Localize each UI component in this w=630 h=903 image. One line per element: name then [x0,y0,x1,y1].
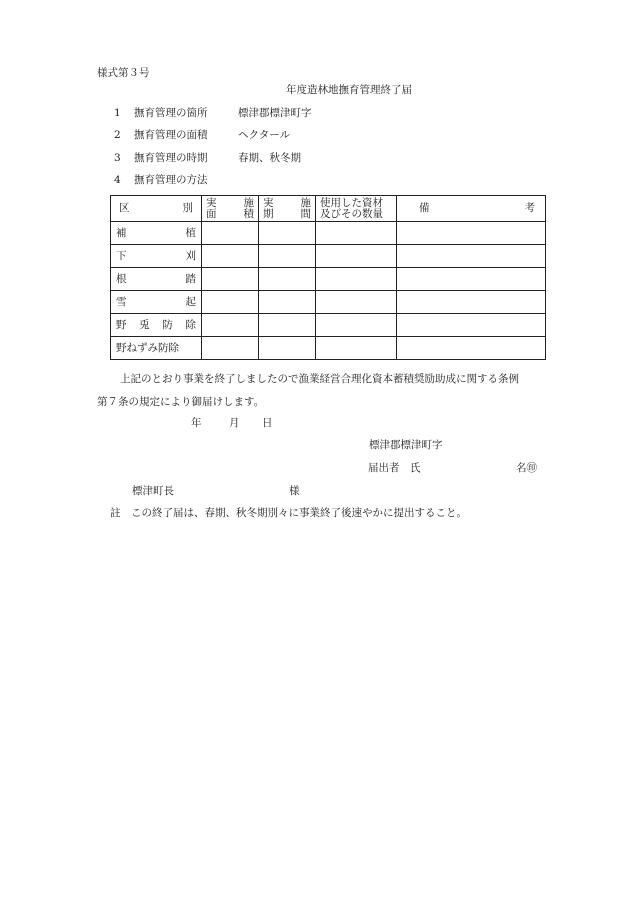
header-category: 区 別 [111,196,202,222]
item-label: 撫育管理の箇所 [134,107,208,119]
date-year[interactable]: 年 [191,417,202,429]
cell-materials[interactable] [316,337,397,360]
cell-period[interactable] [259,291,316,314]
row-category: 補 植 [111,222,202,245]
cell-remarks[interactable] [397,268,546,291]
row-category: 雪 起 [111,291,202,314]
table-header-row [111,196,546,222]
cell-area[interactable] [202,222,259,245]
cell-remarks[interactable] [397,222,546,245]
cell-period[interactable] [259,268,316,291]
header-area: 実 施 面 積 [202,196,259,222]
declaration-line-1: 上記のとおり事業を終了しましたので漁業経営合理化資本蓄積奨励助成に関する条例 [120,373,519,385]
cell-materials[interactable] [316,222,397,245]
item-value: 春期、秋冬期 [238,152,301,164]
applicant-label: 届出者 氏 [368,462,421,474]
document-title: 年度造林地撫育管理終了届 [286,84,412,96]
row-category: 野ねずみ防除 [111,337,202,360]
item-number: 2 [114,129,121,141]
table-row-mouse-control [111,337,546,360]
cell-period[interactable] [259,222,316,245]
item-label: 撫育管理の時期 [134,152,208,164]
cell-area[interactable] [202,245,259,268]
cell-materials[interactable] [316,245,397,268]
date-day[interactable]: 日 [262,417,273,429]
addressee-honorific: 様 [289,485,300,497]
cell-period[interactable] [259,337,316,360]
cell-area[interactable] [202,314,259,337]
table-row-weeding [111,245,546,268]
header-remarks: 備 考 [397,196,546,222]
cell-remarks[interactable] [397,314,546,337]
row-category: 野 兎 防 除 [111,314,202,337]
cell-remarks[interactable] [397,337,546,360]
item-value: ヘクタール [238,129,291,141]
cell-area[interactable] [202,268,259,291]
table-row-replanting [111,222,546,245]
item-label: 撫育管理の方法 [134,174,208,186]
cell-area[interactable] [202,291,259,314]
cell-remarks[interactable] [397,291,546,314]
header-period: 実 施 期 間 [259,196,316,222]
cell-materials[interactable] [316,268,397,291]
table-row-hare-control [111,314,546,337]
addressee-mayor: 標津町長 [132,485,174,497]
cell-materials[interactable] [316,314,397,337]
date-month[interactable]: 月 [229,417,240,429]
cell-area[interactable] [202,337,259,360]
cell-period[interactable] [259,245,316,268]
item-label: 撫育管理の面積 [134,129,208,141]
item-number: 4 [114,174,121,186]
table-row-snow-raising [111,291,546,314]
item-number: 3 [114,152,121,164]
item-number: 1 [114,107,121,119]
management-table [110,195,546,360]
row-category: 根 踏 [111,268,202,291]
cell-remarks[interactable] [397,245,546,268]
header-materials: 使用した資材 及びその数量 [316,196,397,222]
footnote: 註 この終了届は、春期、秋冬期別々に事業終了後速やかに提出すること。 [110,507,467,519]
declaration-line-2: 第７条の規定により御届けします。 [97,396,265,408]
name-seal-label: 名㊞ [516,462,537,474]
cell-materials[interactable] [316,291,397,314]
form-number: 様式第３号 [97,67,150,79]
cell-period[interactable] [259,314,316,337]
row-category: 下 刈 [111,245,202,268]
applicant-address: 標津郡標津町字 [369,439,443,451]
table-row-root-treading [111,268,546,291]
item-value: 標津郡標津町字 [238,107,312,119]
